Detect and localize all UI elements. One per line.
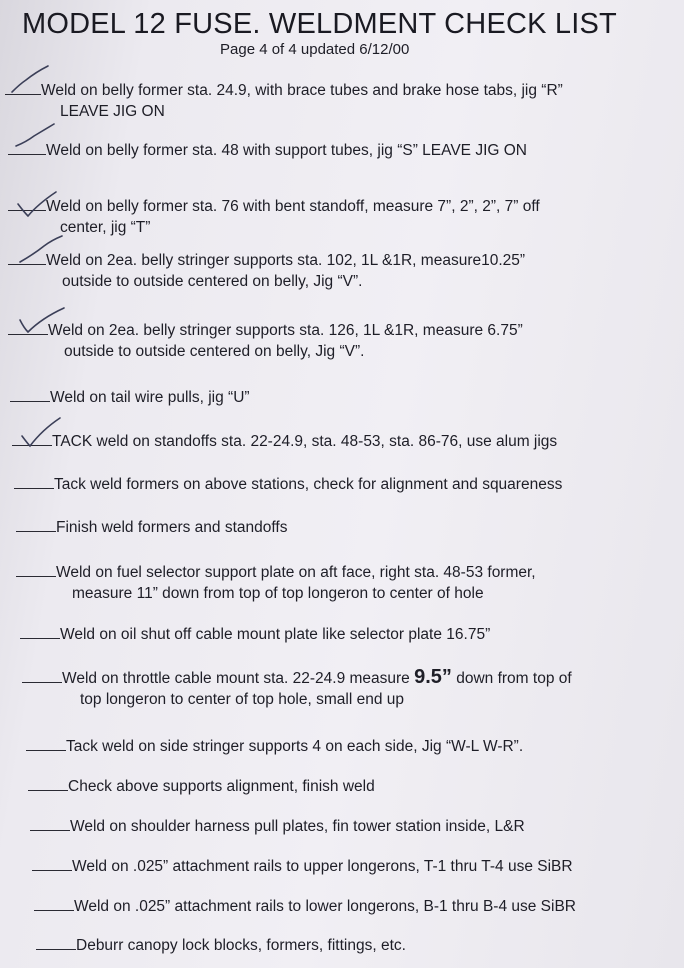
checklist-item-9[interactable] — [16, 517, 287, 538]
checkbox-blank[interactable] — [14, 488, 54, 489]
checkbox-blank[interactable] — [36, 949, 76, 950]
checklist-item-2[interactable] — [8, 140, 527, 161]
item-text: Check above supports alignment, finish weld — [68, 778, 375, 795]
item-text-emphasis: 9.5” — [414, 666, 452, 688]
item-text: Weld on tail wire pulls, jig “U” — [50, 389, 250, 406]
checklist-item-11[interactable] — [20, 624, 490, 645]
item-text: Deburr canopy lock blocks, formers, fittings, etc. — [76, 937, 406, 954]
checklist-item-18[interactable] — [36, 935, 406, 956]
item-text: Tack weld on side stringer supports 4 on each side, Jig “W-L W-R”. — [66, 738, 524, 755]
checkbox-blank[interactable] — [10, 401, 50, 402]
checkbox-blank[interactable] — [16, 576, 56, 577]
item-text-continued: outside to outside centered on belly, Jig “V”. — [62, 273, 363, 290]
checklist-item-4[interactable] — [8, 250, 525, 292]
item-text: Tack weld formers on above stations, check for alignment and squareness — [54, 476, 563, 493]
item-text: Weld on shoulder harness pull plates, fin tower station inside, L&R — [70, 818, 525, 835]
item-text: Weld on oil shut off cable mount plate like selector plate 16.75” — [60, 626, 491, 643]
item-text: Weld on belly former sta. 76 with bent standoff, measure 7”, 2”, 2”, 7” off — [46, 198, 540, 215]
checkbox-blank[interactable] — [32, 870, 72, 871]
item-text: Weld on 2ea. belly stringer supports sta. 102, 1L &1R, measure10.25” — [46, 252, 526, 269]
checkbox-blank[interactable] — [8, 154, 46, 155]
checkbox-blank[interactable] — [5, 94, 41, 95]
item-text-continued: measure 11” down from top of top longeron to center of hole — [72, 585, 484, 602]
item-text-continued: top longeron to center of top hole, small end up — [80, 691, 404, 708]
checklist-item-1[interactable] — [5, 80, 563, 122]
checklist-item-8[interactable] — [14, 474, 562, 495]
checklist-item-13[interactable] — [26, 736, 523, 757]
item-text: TACK weld on standoffs sta. 22-24.9, sta. 48-53, sta. 86-76, use alum jigs — [52, 433, 558, 450]
checkbox-blank[interactable] — [12, 445, 52, 446]
item-text-continued: outside to outside centered on belly, Jig “V”. — [64, 343, 365, 360]
checkbox-blank[interactable] — [26, 750, 66, 751]
item-text: Weld on fuel selector support plate on aft face, right sta. 48-53 former, — [56, 564, 536, 581]
item-text: Weld on .025” attachment rails to upper longerons, T-1 thru T-4 use SiBR — [72, 858, 573, 875]
item-text: Weld on belly former sta. 24.9, with brace tubes and brake hose tabs, jig “R” — [41, 82, 563, 99]
item-text: Weld on belly former sta. 48 with support tubes, jig “S” LEAVE JIG ON — [46, 142, 527, 159]
item-text: down from top of — [451, 670, 572, 687]
checkbox-blank[interactable] — [16, 531, 56, 532]
item-text-continued: LEAVE JIG ON — [60, 103, 165, 120]
checklist-item-3[interactable] — [8, 196, 540, 238]
item-text: Weld on throttle cable mount sta. 22-24.9 measure — [62, 670, 415, 687]
checklist-item-15[interactable] — [30, 816, 525, 837]
checklist-item-17[interactable] — [34, 896, 576, 917]
checklist-item-14[interactable] — [28, 776, 375, 797]
checklist-item-16[interactable] — [32, 856, 573, 877]
checkbox-blank[interactable] — [8, 334, 48, 335]
item-text: Finish weld formers and standoffs — [56, 519, 288, 536]
item-text: Weld on 2ea. belly stringer supports sta. 126, 1L &1R, measure 6.75” — [48, 322, 523, 339]
item-text-continued: center, jig “T” — [60, 219, 151, 236]
checkbox-blank[interactable] — [34, 910, 74, 911]
checkbox-blank[interactable] — [8, 210, 46, 211]
checkbox-blank[interactable] — [30, 830, 70, 831]
checkbox-blank[interactable] — [20, 638, 60, 639]
checkbox-blank[interactable] — [28, 790, 68, 791]
checklist-item-6[interactable] — [10, 387, 250, 408]
checklist-item-12[interactable] — [22, 667, 572, 710]
page-subtitle: Page 4 of 4 updated 6/12/00 — [220, 41, 410, 58]
checkbox-blank[interactable] — [22, 682, 62, 683]
checkbox-blank[interactable] — [8, 264, 46, 265]
checklist-item-7[interactable] — [12, 431, 557, 452]
checklist-item-5[interactable] — [8, 320, 523, 362]
checklist-item-10[interactable] — [16, 562, 536, 604]
page-title: MODEL 12 FUSE. WELDMENT CHECK LIST — [22, 8, 617, 40]
item-text: Weld on .025” attachment rails to lower longerons, B-1 thru B-4 use SiBR — [74, 898, 576, 915]
